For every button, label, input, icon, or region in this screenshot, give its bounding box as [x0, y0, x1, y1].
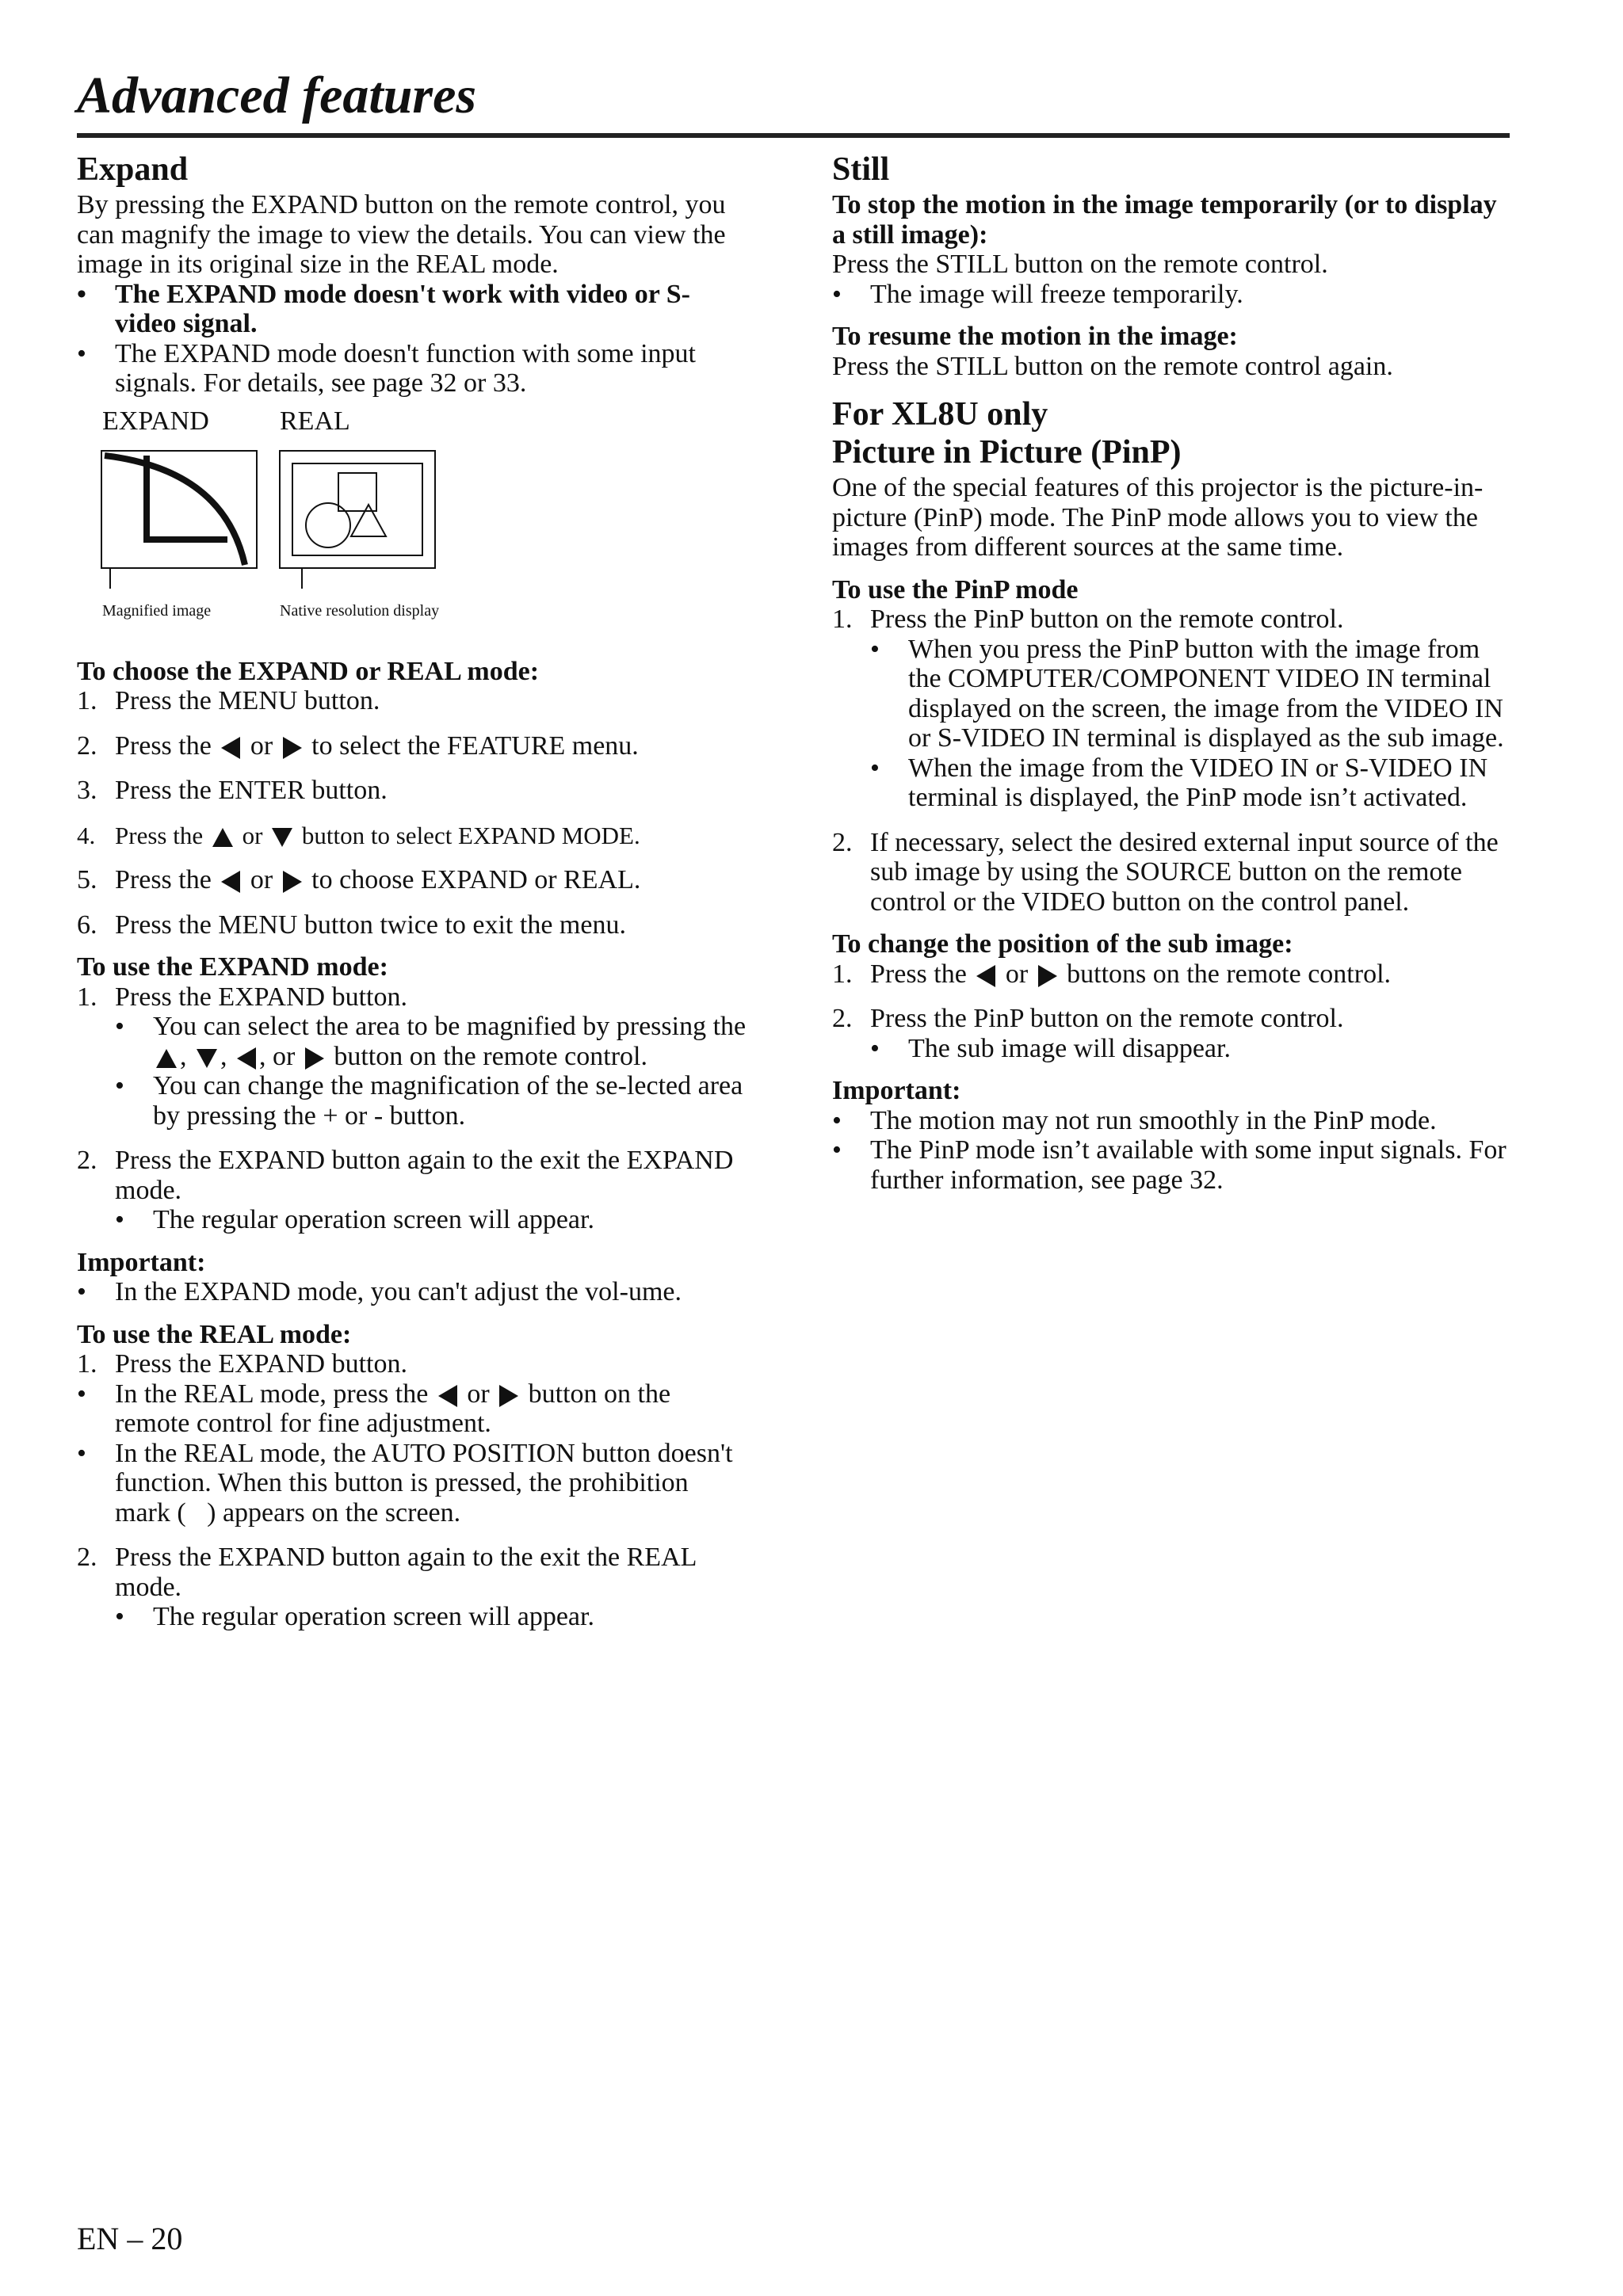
left-column [77, 151, 747, 1632]
step-text: Press the PinP button on the remote control. [870, 1004, 1344, 1033]
bullet-text: In the EXPAND mode, you can't adjust the vol-ume. [115, 1277, 682, 1306]
bullet-text: The image will freeze temporarily. [870, 279, 1243, 309]
bullet-text: The sub image will disappear. [908, 1033, 1231, 1063]
important-bullet: • The motion may not run smoothly in the PinP mode. [832, 1106, 1514, 1136]
step-text: or [242, 821, 263, 849]
expand-real-figure [77, 406, 747, 644]
step: 1. Press the MENU button. [77, 686, 747, 716]
important-heading: Important: [77, 1247, 206, 1277]
step-text: Press the [115, 730, 212, 761]
expand-real-illustration [77, 438, 489, 605]
note-bullet: • The EXPAND mode doesn't work with video or S-video signal. [77, 280, 747, 339]
down-arrow-icon [272, 828, 292, 847]
use-expand-heading: To use the EXPAND mode: [77, 952, 388, 982]
right-column [832, 151, 1514, 1195]
up-arrow-icon [212, 828, 233, 847]
pinp-heading-model: For XL8U only [832, 396, 1048, 433]
up-arrow-icon [156, 1049, 177, 1068]
step-text: Press the ENTER button. [115, 776, 388, 805]
left-arrow-icon [221, 737, 240, 759]
figure-caption-real: Native resolution display [280, 601, 440, 620]
bullet-text: In the REAL mode, the AUTO POSITION button doesn't function. When this button is pressed, the prohibition mark (⃠) appears on the screen. [115, 1438, 733, 1527]
step-text: or [250, 865, 273, 894]
step-text: If necessary, select the desired external input source of the sub image by using the SOURCE button on the remote control or the VIDEO button on the control panel. [870, 827, 1499, 917]
step-text: to select the FEATURE menu. [311, 730, 639, 761]
bullet-text: When the image from the VIDEO IN or S-VIDEO IN terminal is displayed, the PinP mode isn’t activated. [908, 753, 1488, 812]
pinp-heading: Picture in Picture (PinP) [832, 434, 1182, 471]
note-bullet: • The EXPAND mode doesn't function with some input signals. For details, see page 32 or 33. [77, 339, 747, 399]
use-real-heading: To use the REAL mode: [77, 1319, 352, 1349]
step: 4. Press the or button to select EXPAND MODE. [77, 821, 640, 849]
bullet: • The image will freeze temporarily. [832, 280, 1514, 310]
expand-heading: Expand [77, 151, 189, 188]
figure-label-expand: EXPAND [102, 406, 209, 436]
pinp-intro: One of the special features of this projector is the picture-in-picture (PinP) mode. The PinP mode allows you to view the images from different sources at the same time. [832, 473, 1484, 562]
step: 1. Press the or buttons on the remote control. [832, 959, 1392, 989]
bullet-text: In the REAL mode, press the [115, 1379, 429, 1409]
left-arrow-icon [438, 1385, 457, 1407]
bullet-text: When you press the PinP button with the image from the COMPUTER/COMPONENT VIDEO IN terminal displayed on the screen, the image from the VIDEO IN or S-VIDEO IN terminal is displayed as the sub image. [908, 634, 1504, 753]
figure-label-real: REAL [280, 406, 350, 436]
change-heading: To change the position of the sub image: [832, 929, 1293, 959]
bullet: • In the REAL mode, the AUTO POSITION button doesn't function. When this button is pressed, the prohibition mark (⃠) appears on the screen. [77, 1439, 747, 1528]
step-text: or [1005, 959, 1029, 989]
right-arrow-icon [283, 871, 302, 893]
title-rule [77, 133, 1510, 138]
bullet-text: The regular operation screen will appear. [153, 1602, 594, 1631]
resume-heading: To resume the motion in the image: [832, 322, 1238, 351]
bullet-text: , [180, 1041, 187, 1071]
page-number: EN – 20 [77, 2221, 183, 2256]
resume-text: Press the STILL button on the remote control again. [832, 351, 1393, 381]
bullet-text: The regular operation screen will appear. [153, 1205, 594, 1234]
sub-bullet: • When the image from the VIDEO IN or S-VIDEO IN terminal is displayed, the PinP mode isn’t activated. [832, 753, 1514, 813]
step-text: buttons on the remote control. [1067, 959, 1392, 989]
step-text: button to select EXPAND MODE. [301, 821, 640, 849]
sub-bullet: • You can select the area to be magnified by pressing the , , , or button on the remote control. [115, 1012, 747, 1071]
step-text: Press the EXPAND button. [115, 1349, 407, 1379]
step: 2. Press the PinP button on the remote control. [832, 1004, 1514, 1034]
sub-bullet: • The regular operation screen will appear. [77, 1602, 747, 1632]
step: 1. Press the EXPAND button. [77, 1349, 747, 1379]
right-arrow-icon [499, 1385, 518, 1407]
step: 6. Press the MENU button twice to exit the menu. [77, 910, 747, 940]
bullet-text: , or [259, 1041, 296, 1071]
step-text: Press the EXPAND button again to the exit the REAL mode. [115, 1543, 697, 1602]
step: 2. Press the or to select the FEATURE menu. [77, 730, 639, 761]
left-arrow-icon [237, 1047, 256, 1070]
left-arrow-icon [221, 871, 240, 893]
bullet-text: button on the remote control for fine adjustment. [115, 1379, 671, 1438]
step: 3. Press the ENTER button. [77, 776, 747, 806]
bullet-text: or [467, 1379, 490, 1409]
sub-bullet: • The sub image will disappear. [832, 1034, 1514, 1064]
step-text: Press the [870, 959, 967, 989]
bullet-text: , [220, 1041, 227, 1071]
step: 2. Press the EXPAND button again to the exit the REAL mode. [77, 1543, 747, 1602]
stop-heading: To stop the motion in the image temporarily (or to display a still image): [832, 190, 1497, 250]
bullet-text: button on the remote control. [334, 1041, 647, 1071]
step-text: Press the MENU button twice to exit the menu. [115, 910, 626, 940]
step-text: Press the [115, 821, 204, 849]
bullet-text: You can change the magnification of the se-lected area by pressing the + or - button. [153, 1071, 743, 1131]
figure-caption-expand: Magnified image [102, 601, 212, 620]
step: 1. Press the PinP button on the remote control. [832, 605, 1514, 635]
sub-bullet: • You can change the magnification of the se-lected area by pressing the + or - button. [77, 1071, 747, 1131]
page-title: Advanced features [77, 67, 477, 124]
sub-bullet: • When you press the PinP button with the image from the COMPUTER/COMPONENT VIDEO IN terminal displayed on the screen, the image from the VIDEO IN or S-VIDEO IN terminal is displayed as the sub image. [832, 635, 1514, 753]
note-text: The EXPAND mode doesn't work with video or S-video signal. [115, 279, 690, 338]
step-text: Press the [115, 865, 212, 894]
step: 2. Press the EXPAND button again to the exit the EXPAND mode. [77, 1146, 747, 1205]
step-text: Press the EXPAND button again to the exit the EXPAND mode. [115, 1146, 734, 1205]
important-heading: Important: [832, 1076, 961, 1105]
step-text: to choose EXPAND or REAL. [311, 865, 641, 894]
step-text: or [250, 730, 273, 761]
step: 1. Press the EXPAND button. [77, 982, 747, 1013]
right-arrow-icon [305, 1047, 324, 1070]
bullet-text: The motion may not run smoothly in the PinP mode. [870, 1105, 1437, 1135]
left-arrow-icon [976, 965, 995, 987]
bullet: • In the REAL mode, press the or button on the remote control for fine adjustment. [77, 1379, 671, 1438]
sub-bullet: • The regular operation screen will appear. [77, 1205, 747, 1235]
bullet-text: You can select the area to be magnified by pressing the [153, 1012, 747, 1041]
important-bullet: • In the EXPAND mode, you can't adjust the vol-ume. [77, 1277, 747, 1307]
choose-heading: To choose the EXPAND or REAL mode: [77, 656, 540, 686]
expand-intro: By pressing the EXPAND button on the remote control, you can magnify the image to view the details. You can view the image in its original size in the REAL mode. [77, 190, 726, 279]
important-bullet: • The PinP mode isn’t available with some input signals. For further information, see page 32. [832, 1135, 1514, 1195]
step: 2. If necessary, select the desired external input source of the sub image by using the SOURCE button on the remote control or the VIDEO button on the control panel. [832, 828, 1514, 917]
use-pinp-heading: To use the PinP mode [832, 574, 1079, 605]
step-text: Press the MENU button. [115, 686, 380, 715]
step-text: Press the PinP button on the remote control. [870, 605, 1344, 634]
step-text: Press the EXPAND button. [115, 982, 407, 1012]
step: 5. Press the or to choose EXPAND or REAL. [77, 865, 641, 894]
right-arrow-icon [283, 737, 302, 759]
bullet-text: The PinP mode isn’t available with some input signals. For further information, see page 32. [870, 1135, 1507, 1195]
down-arrow-icon [197, 1049, 217, 1068]
note-text: The EXPAND mode doesn't function with some input signals. For details, see page 32 or 33. [115, 338, 696, 398]
stop-text: Press the STILL button on the remote control. [832, 250, 1328, 279]
right-arrow-icon [1038, 965, 1057, 987]
still-heading: Still [832, 151, 890, 188]
